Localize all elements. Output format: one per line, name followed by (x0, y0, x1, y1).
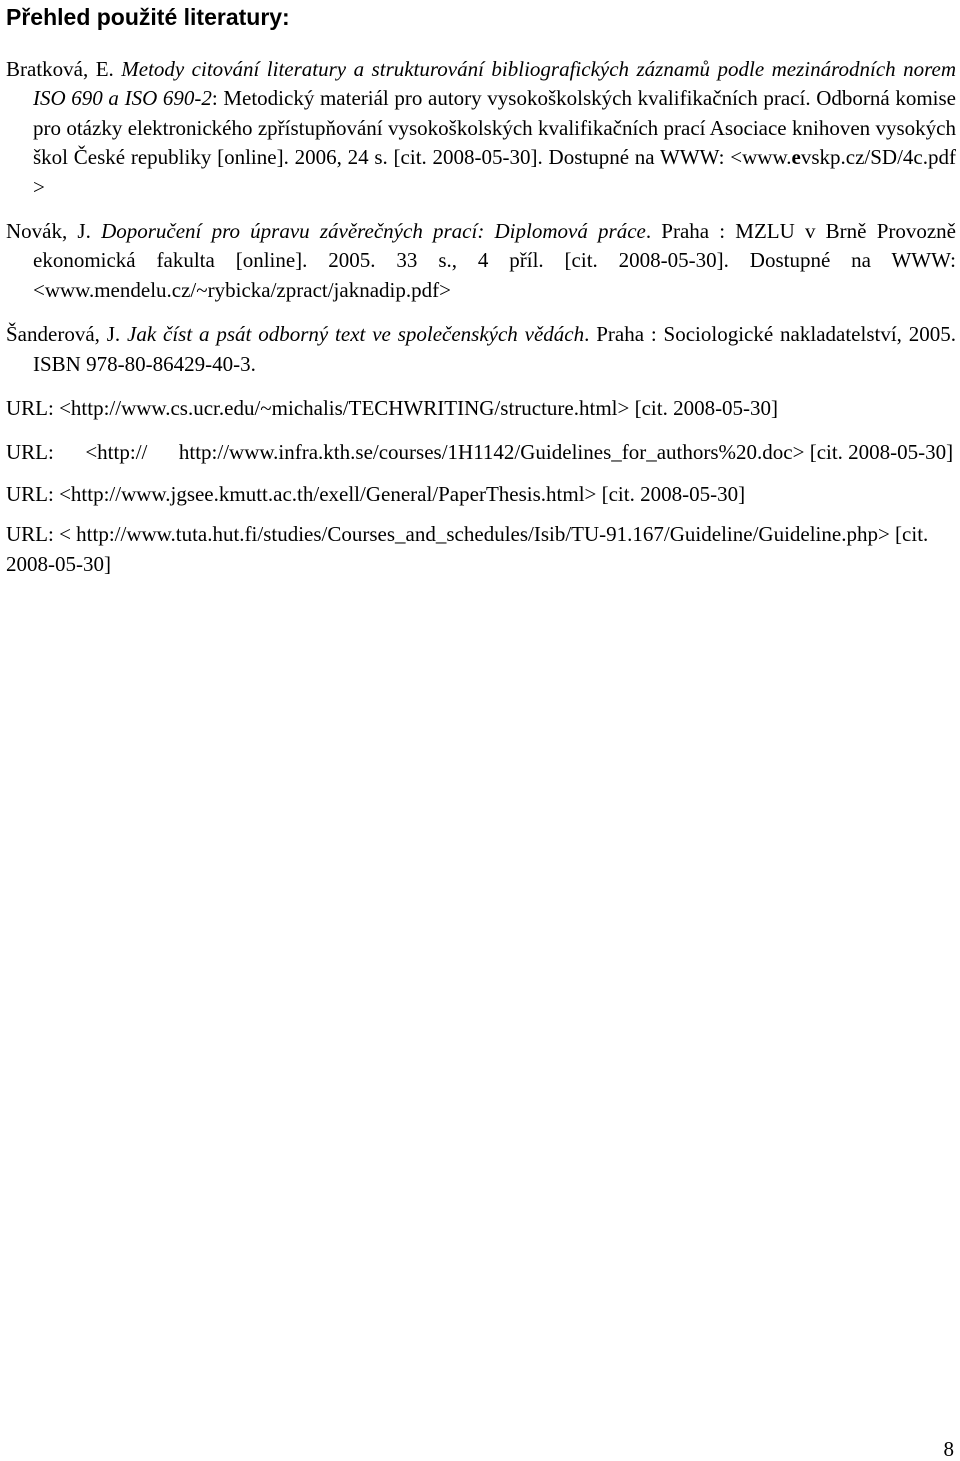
reference-bratkova (6, 55, 956, 202)
reference-url-text: URL: < http://www.tuta.hut.fi/studies/Courses_and_schedules/Isib/TU-91.167/Guideline/Guideline.php> [cit. 2008-05-30] (6, 522, 929, 576)
page-number: 8 (943, 1437, 954, 1461)
reference-url-ucr (6, 394, 956, 423)
reference-url-jgsee (6, 480, 956, 509)
reference-sanderova (6, 320, 956, 379)
reference-author: Novák, J. (6, 219, 91, 244)
reference-url-rest: vskp.cz/SD/4c.pdf > (33, 145, 956, 199)
reference-url-text: URL: <http://www.cs.ucr.edu/~michalis/TECHWRITING/structure.html> [cit. 2008-05-30] (6, 396, 779, 421)
reference-title: Doporučení pro úpravu závěrečných prací: Diplomová práce (101, 219, 646, 244)
reference-details: : Metodický materiál pro autory vysokoškolských kvalifikačních prací. Odborná komise pro otázky elektronického zpřístupňování vysokoškolských kvalifikačních prací Asociace knihoven vysokých škol České republiky [online]. 2006, 24 s. [cit. 2008-05-30]. Dostupné na WWW: <www. (33, 86, 956, 170)
reference-url-text: URL: <http://www.jgsee.kmutt.ac.th/exell/General/PaperThesis.html> [cit. 2008-05-30] (6, 481, 746, 506)
reference-title: Metody citování literatury a strukturování bibliografických záznamů podle mezinárodních norem ISO 690 a ISO 690-2 (33, 57, 956, 111)
reference-url-open: <http:// (85, 440, 148, 465)
reference-list (6, 55, 956, 594)
reference-url-link: http://www.infra.kth.se/courses/1H1142/Guidelines_for_authors%20.doc> (178, 440, 805, 465)
reference-title: Jak číst a psát odborný text ve společenských vědách (127, 322, 585, 347)
reference-details: . Praha : Sociologické nakladatelství, 2005. ISBN 978-80-86429-40-3. (33, 322, 957, 376)
reference-url-kth (6, 438, 956, 467)
reference-url-tuta (6, 520, 956, 579)
reference-author: Šanderová, J. (6, 322, 121, 347)
reference-novak (6, 217, 956, 305)
page-title: Přehled použité literatury: (6, 4, 290, 30)
reference-cit-date: [cit. 2008-05-30] (809, 440, 954, 465)
reference-details: . Praha : MZLU v Brně Provozně ekonomická fakulta [online]. 2005. 33 s., 4 příl. [cit. 2008-05-30]. Dostupné na WWW: <www.mendelu.cz/~rybicka/zpract/jaknadip.pdf> (33, 219, 957, 302)
reference-author: Bratková, E. (6, 57, 114, 81)
reference-url-bold-part: e (791, 145, 801, 170)
reference-url-prefix: URL: (6, 440, 54, 465)
